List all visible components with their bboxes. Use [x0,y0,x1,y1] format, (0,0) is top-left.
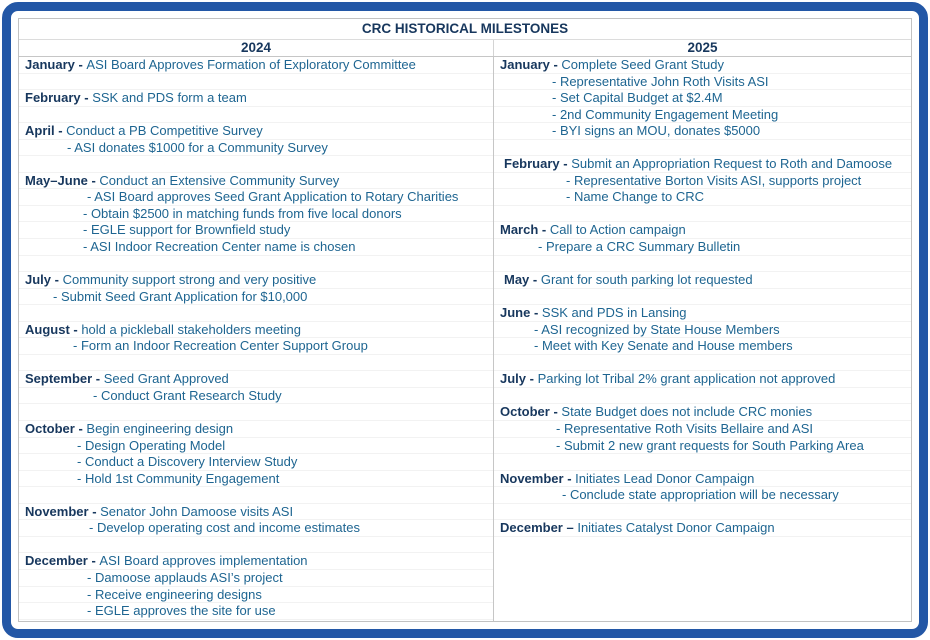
milestone-row [494,222,911,239]
milestone-row [494,57,911,74]
spacer-row [19,256,493,273]
milestone-month-label: February - [504,156,572,172]
milestone-row [19,388,493,405]
milestone-text: Parking lot Tribal 2% grant application not approved [537,371,836,387]
milestone-row [494,156,911,173]
milestone-subitem-text: - ASI recognized by State House Members [534,321,780,337]
milestone-row [19,438,493,455]
year-header-2024: 2024 [19,40,494,56]
milestone-month-label: November - [500,470,576,486]
spacer-row [19,156,493,173]
spacer-row [494,454,911,471]
milestone-text: Complete Seed Grant Study [561,57,725,72]
milestone-text: Submit an Appropriation Request to Roth and Damoose [571,156,893,172]
milestone-subitem-text: - Submit 2 new grant requests for South Parking Area [556,437,864,453]
milestone-row [19,454,493,471]
milestone-row [19,553,493,570]
milestone-text: Begin engineering design [86,421,234,437]
milestone-row [19,603,493,620]
milestone-month-label: September - [25,371,104,387]
milestone-month-label: October - [500,404,562,420]
milestone-row [494,487,911,504]
milestone-row [19,206,493,223]
milestone-subitem-text: - EGLE approves the site for use [87,603,276,619]
milestone-month-label: July - [25,272,63,288]
milestone-row [19,57,493,74]
spacer-row [494,388,911,405]
milestone-subitem-text: - Prepare a CRC Summary Bulletin [538,239,741,255]
spacer-row [494,206,911,223]
milestone-subitem-text: - ASI Board approves Seed Grant Application to Rotary Charities [87,189,459,205]
milestone-month-label: May–June - [25,172,100,188]
milestone-text: SSK and PDS in Lansing [541,305,687,321]
milestone-text: Grant for south parking lot requested [540,272,753,288]
milestone-subitem-text: - Hold 1st Community Engagement [77,470,280,486]
milestone-month-label: August - [25,321,82,337]
milestone-month-label: February - [25,90,93,106]
milestone-subitem-text: - Meet with Key Senate and House members [534,338,793,354]
milestone-subitem-text: - Damoose applauds ASI’s project [87,569,283,585]
milestone-text: State Budget does not include CRC monies [561,404,813,420]
milestone-text: Conduct a PB Competitive Survey [66,123,263,139]
milestone-text: Initiates Catalyst Donor Campaign [577,520,775,536]
milestone-month-label: January - [500,57,562,72]
milestone-subitem-text: - Submit Seed Grant Application for $10,000 [53,288,308,304]
spacer-row [19,487,493,504]
year-header-2025: 2025 [687,40,718,55]
milestone-row [494,438,911,455]
milestones-columns [19,57,911,621]
milestone-row [19,570,493,587]
milestone-subitem-text: - ASI Indoor Recreation Center name is chosen [83,239,356,255]
milestone-month-label: December - [25,553,100,569]
milestone-row [19,123,493,140]
milestone-subitem-text: - ASI donates $1000 for a Community Survey [67,139,328,155]
spacer-row [19,74,493,91]
milestone-month-label: November - [25,503,101,519]
milestone-row [494,471,911,488]
milestone-subitem-text: - Representative Roth Visits Bellaire and ASI [556,421,814,437]
milestone-row [19,289,493,306]
milestone-row [494,305,911,322]
milestone-subitem-text: - Conduct Grant Research Study [93,387,282,403]
milestone-subitem-text: - Form an Indoor Recreation Center Support Group [73,338,368,354]
milestone-text: Initiates Lead Donor Campaign [575,470,755,486]
milestone-subitem-text: - Receive engineering designs [87,586,262,602]
milestone-text: Community support strong and very positive [62,272,317,288]
spacer-row [19,355,493,372]
milestone-text: SSK and PDS form a team [92,90,247,106]
milestone-row [494,239,911,256]
milestone-row [19,140,493,157]
milestone-month-label: January - [25,57,87,72]
milestone-row [19,322,493,339]
milestone-row [494,107,911,124]
milestone-row [19,587,493,604]
milestone-subitem-text: - Develop operating cost and income estimates [89,520,360,536]
milestones-card [2,2,928,638]
milestone-row [494,404,911,421]
milestone-subitem-text: - Name Change to CRC [566,189,704,205]
milestone-text: ASI Board approves implementation [99,553,308,569]
milestone-text: Call to Action campaign [549,222,686,238]
milestone-row [494,189,911,206]
milestone-subitem-text: - EGLE support for Brownfield study [83,222,291,238]
milestone-row [494,421,911,438]
milestone-month-label: October - [25,421,87,437]
milestone-subitem-text: - Representative John Roth Visits ASI [552,73,769,89]
milestone-subitem-text: - Set Capital Budget at $2.4M [552,90,723,106]
milestone-row [19,504,493,521]
milestone-month-label: December – [500,520,578,536]
milestone-row [19,371,493,388]
milestone-row [19,173,493,190]
spacer-row [19,404,493,421]
year-header-row [19,40,911,57]
milestone-text: Conduct an Extensive Community Survey [99,172,340,188]
milestone-subitem-text: - Obtain $2500 in matching funds from five local donors [83,205,402,221]
milestone-subitem-text: - Conclude state appropriation will be necessary [562,487,839,503]
spacer-row [494,140,911,157]
milestone-month-label: March - [500,222,550,238]
milestone-row [19,90,493,107]
spacer-row [494,355,911,372]
milestone-subitem-text: - Representative Borton Visits ASI, supports project [566,172,862,188]
milestone-subitem-text: - BYI signs an MOU, donates $5000 [552,123,761,139]
milestone-month-label: May - [504,272,541,288]
spacer-row [19,107,493,124]
milestone-row [19,520,493,537]
milestones-table [18,18,912,622]
milestone-subitem-text: - 2nd Community Engagement Meeting [552,106,779,122]
milestone-text: hold a pickleball stakeholders meeting [81,321,302,337]
spacer-row [494,289,911,306]
milestone-row [19,222,493,239]
milestone-row [494,74,911,91]
milestones-column [19,57,494,621]
milestone-row [494,520,911,537]
milestone-row [494,338,911,355]
milestone-month-label: April - [25,123,67,139]
milestone-row [19,421,493,438]
spacer-row [494,504,911,521]
page-title: CRC HISTORICAL MILESTONES [19,19,911,40]
spacer-row [494,256,911,273]
milestone-text: Seed Grant Approved [103,371,229,387]
milestone-row [19,239,493,256]
milestone-row [19,338,493,355]
milestones-column [494,57,911,621]
milestone-row [494,371,911,388]
milestone-row [494,272,911,289]
milestone-row [19,471,493,488]
milestone-row [494,322,911,339]
milestone-subitem-text: - Design Operating Model [77,437,226,453]
spacer-row [19,305,493,322]
milestone-row [494,173,911,190]
milestone-text: ASI Board Approves Formation of Exploratory Committee [86,57,416,72]
milestone-row [494,123,911,140]
milestone-month-label: July - [500,371,538,387]
milestone-row [19,272,493,289]
milestone-subitem-text: - Conduct a Discovery Interview Study [77,454,298,470]
spacer-row [19,537,493,554]
milestone-month-label: June - [500,305,542,321]
milestone-row [19,189,493,206]
milestone-text: Senator John Damoose visits ASI [100,503,294,519]
milestone-row [494,90,911,107]
